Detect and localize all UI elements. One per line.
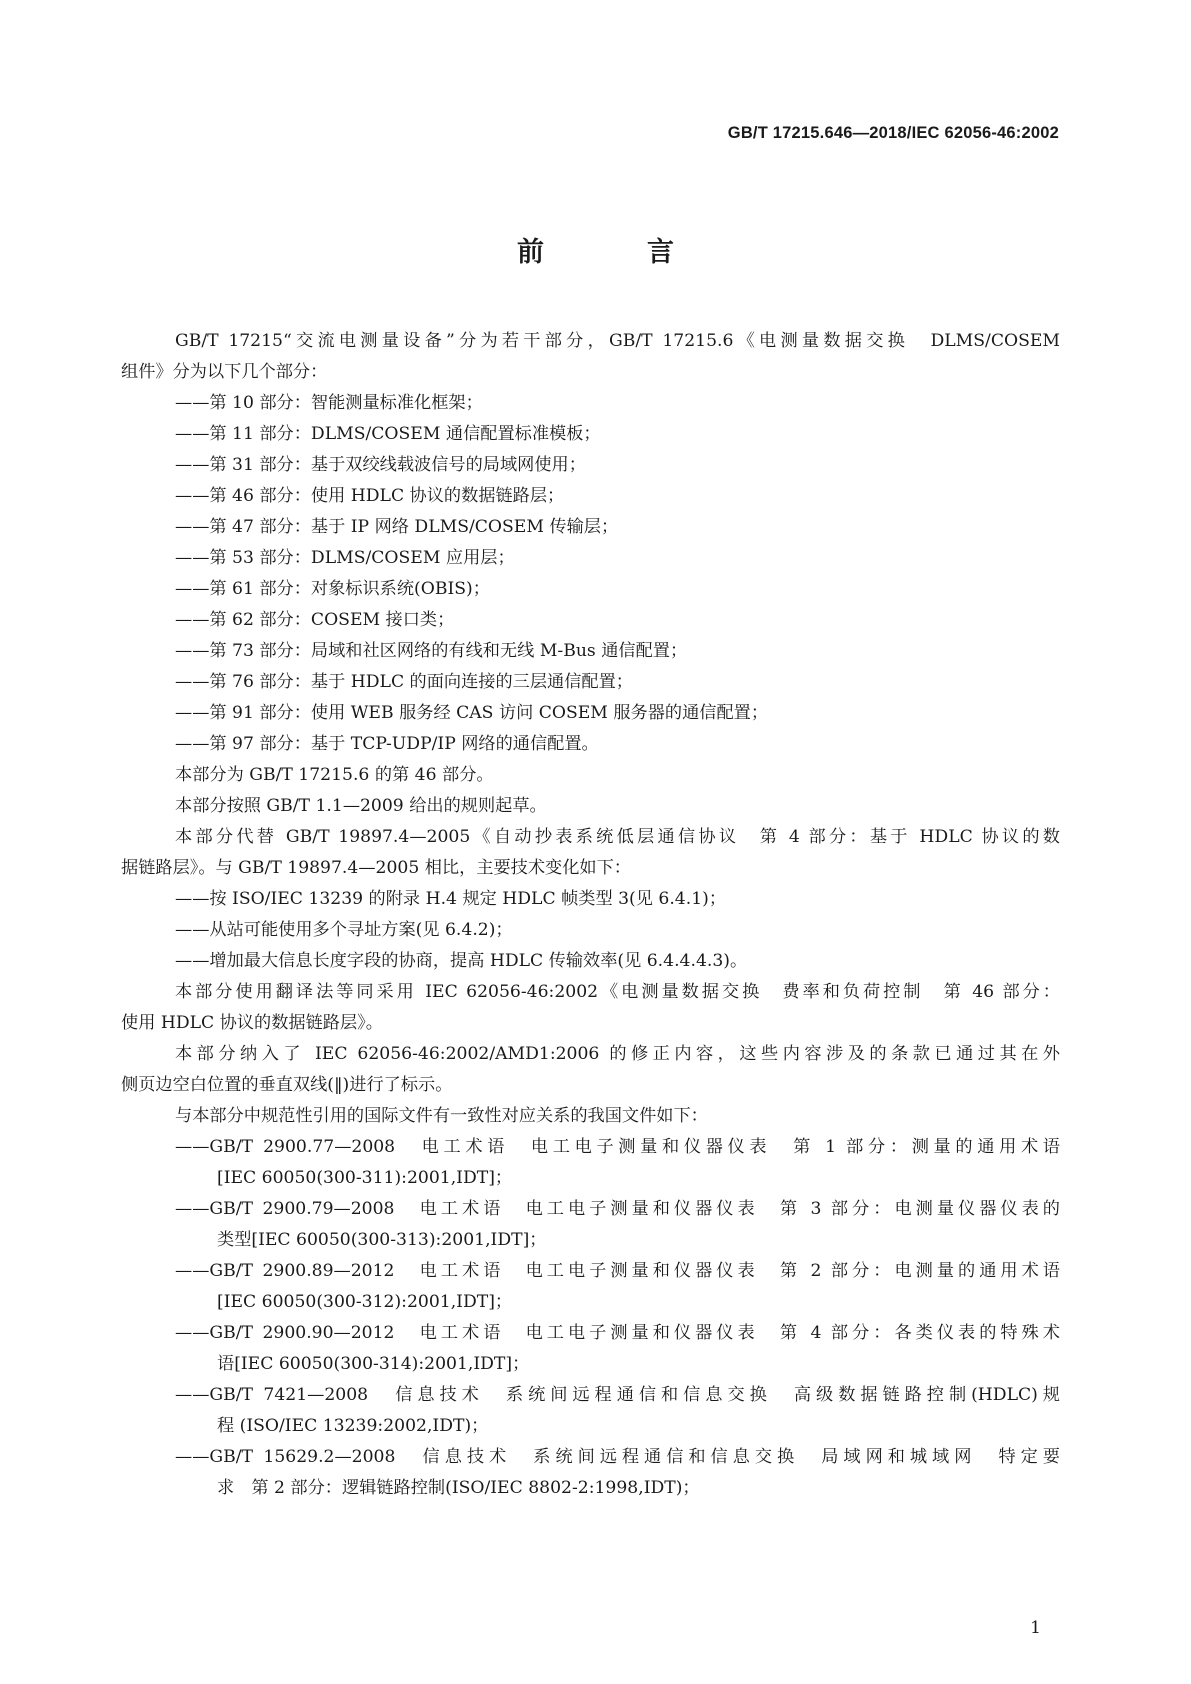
text-line: ——GB/T 2900.90—2012 电工术语 电工电子测量和仪器仪表 第 4 部分：各类仪表的特殊术	[175, 1323, 1060, 1343]
text-line: ——第 46 部分：使用 HDLC 协议的数据链路层；	[175, 486, 565, 506]
text-line: ——增加最大信息长度字段的协商，提高 HDLC 传输效率(见 6.4.4.4.3)。	[175, 951, 748, 971]
text-line: ——GB/T 2900.79—2008 电工术语 电工电子测量和仪器仪表 第 3 部分：电测量仪器仪表的	[175, 1199, 1060, 1219]
standard-code: GB/T 17215.646—2018/IEC 62056-46:2002	[727, 124, 1059, 142]
text-line: ——GB/T 15629.2—2008 信息技术 系统间远程通信和信息交换 局域网和城域网 特定要	[175, 1447, 1060, 1467]
text-line: [IEC 60050(300-311):2001,IDT]；	[217, 1168, 513, 1188]
text-line: ——第 62 部分：COSEM 接口类；	[175, 610, 455, 630]
text-line: 程 (ISO/IEC 13239:2002,IDT)；	[217, 1416, 489, 1436]
document-body	[121, 326, 1060, 1504]
text-line: 求 第 2 部分：逻辑链路控制(ISO/IEC 8802-2:1998,IDT)；	[217, 1478, 700, 1498]
page-number: 1	[1030, 1618, 1041, 1638]
text-line: 本部分使用翻译法等同采用 IEC 62056-46:2002《电测量数据交换 费率和负荷控制 第 46 部分：	[175, 982, 1060, 1002]
text-line: 据链路层》。与 GB/T 19897.4—2005 相比，主要技术变化如下：	[121, 858, 631, 878]
text-line: 侧页边空白位置的垂直双线(‖)进行了标示。	[121, 1075, 453, 1095]
section-title: 前 言	[517, 237, 712, 268]
text-line: ——第 61 部分：对象标识系统(OBIS)；	[175, 579, 490, 599]
text-line: ——按 ISO/IEC 13239 的附录 H.4 规定 HDLC 帧类型 3(见 6.4.1)；	[175, 889, 727, 909]
text-line: ——第 53 部分：DLMS/COSEM 应用层；	[175, 548, 515, 568]
text-line: 与本部分中规范性引用的国际文件有一致性对应关系的我国文件如下：	[175, 1106, 708, 1126]
text-line: ——第 10 部分：智能测量标准化框架；	[175, 393, 483, 413]
text-line: ——第 76 部分：基于 HDLC 的面向连接的三层通信配置；	[175, 672, 633, 692]
text-line: ——第 97 部分：基于 TCP-UDP/IP 网络的通信配置。	[175, 734, 599, 754]
text-line: 本部分代替 GB/T 19897.4—2005《自动抄表系统低层通信协议 第 4 部分：基于 HDLC 协议的数	[175, 827, 1060, 847]
text-line: 组件》分为以下几个部分：	[121, 362, 328, 382]
text-line: 使用 HDLC 协议的数据链路层》。	[121, 1013, 383, 1033]
text-line: ——第 11 部分：DLMS/COSEM 通信配置标准模板；	[175, 424, 601, 444]
text-line: 本部分为 GB/T 17215.6 的第 46 部分。	[175, 765, 494, 785]
text-line: 类型[IEC 60050(300-313):2001,IDT]；	[217, 1230, 547, 1250]
text-line: ——GB/T 2900.89—2012 电工术语 电工电子测量和仪器仪表 第 2 部分：电测量的通用术语	[175, 1261, 1060, 1281]
text-line: [IEC 60050(300-312):2001,IDT]；	[217, 1292, 513, 1312]
text-line: 语[IEC 60050(300-314):2001,IDT]；	[217, 1354, 530, 1374]
text-line: ——GB/T 7421—2008 信息技术 系统间远程通信和信息交换 高级数据链路控制(HDLC)规	[175, 1385, 1060, 1405]
text-line: ——第 31 部分：基于双绞线载波信号的局域网使用；	[175, 455, 586, 475]
text-line: 本部分纳入了 IEC 62056-46:2002/AMD1:2006 的修正内容，这些内容涉及的条款已通过其在外	[175, 1044, 1060, 1064]
text-line: ——GB/T 2900.77—2008 电工术语 电工电子测量和仪器仪表 第 1 部分：测量的通用术语	[175, 1137, 1060, 1157]
text-line: ——第 73 部分：局域和社区网络的有线和无线 M-Bus 通信配置；	[175, 641, 688, 661]
text-line: GB/T 17215“交流电测量设备”分为若干部分，GB/T 17215.6《电测量数据交换 DLMS/COSEM	[175, 331, 1060, 351]
text-line: ——从站可能使用多个寻址方案(见 6.4.2)；	[175, 920, 513, 940]
text-line: ——第 91 部分：使用 WEB 服务经 CAS 访问 COSEM 服务器的通信配置；	[175, 703, 769, 723]
text-line: ——第 47 部分：基于 IP 网络 DLMS/COSEM 传输层；	[175, 517, 619, 537]
text-line: 本部分按照 GB/T 1.1—2009 给出的规则起草。	[175, 796, 547, 816]
